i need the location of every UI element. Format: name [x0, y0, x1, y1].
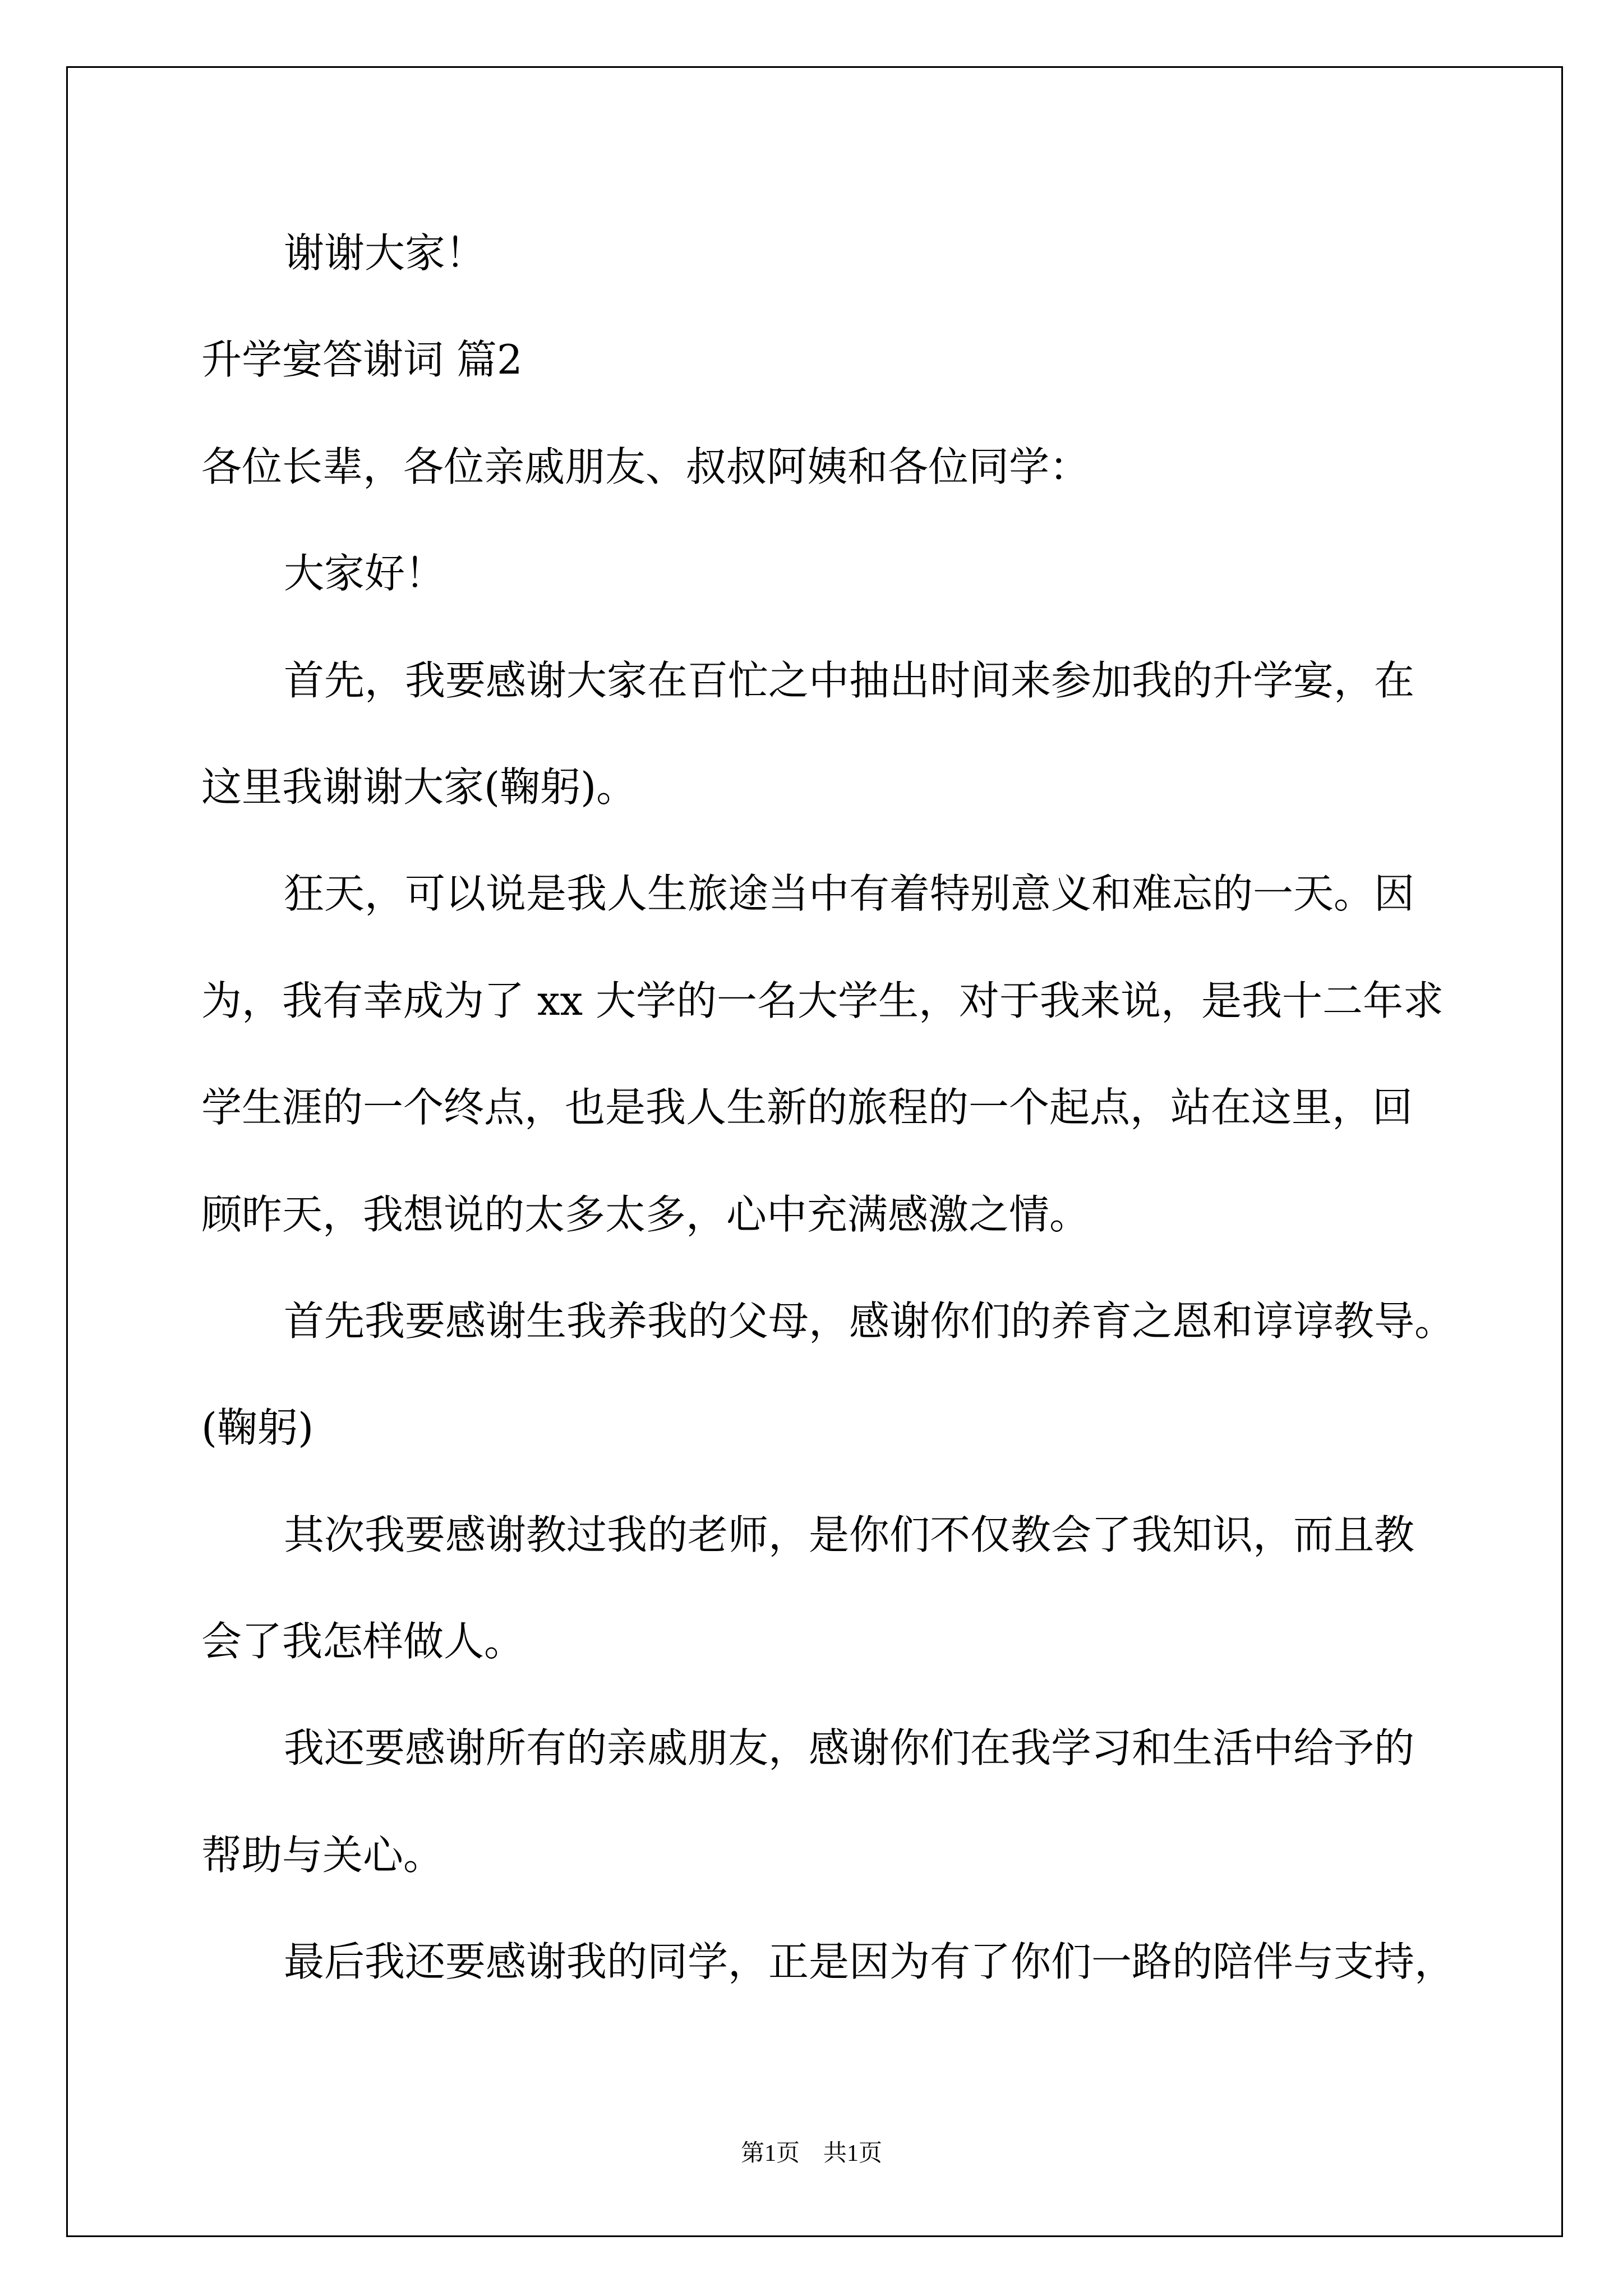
paragraph-line: 我还要感谢所有的亲戚朋友，感谢你们在我学习和生活中给予的: [284, 1724, 1415, 1772]
paragraph-special-day: [201, 840, 1547, 1268]
document-body: [201, 200, 1547, 2016]
salutation: 各位长辈，各位亲戚朋友、叔叔阿姨和各位同学：: [201, 443, 1090, 490]
paragraph-line: 顾昨天，我想说的太多太多，心中充满感激之情。: [201, 1190, 1090, 1238]
page-footer: 第1页 共1页: [740, 2141, 882, 2166]
paragraph-line: 首先我要感谢生我养我的父母，感谢你们的养育之恩和谆谆教导。: [284, 1297, 1455, 1345]
paragraph-thanks-attendance: [201, 627, 1547, 841]
paragraph-thanks-relatives: [201, 1695, 1547, 1908]
paragraph-line: 首先，我要感谢大家在百忙之中抽出时间来参加我的升学宴，在: [284, 656, 1415, 704]
greeting: 大家好！: [284, 550, 446, 597]
paragraph-thanks-parents: [201, 1268, 1547, 1481]
paragraph-line: 帮助与关心。: [201, 1831, 444, 1879]
paragraph-thanks-teachers: [201, 1481, 1547, 1695]
section-title: 升学宴答谢词 篇2: [201, 336, 523, 384]
paragraph-thanks-classmates: [201, 1908, 1547, 2015]
paragraph-line: 最后我还要感谢我的同学，正是因为有了你们一路的陪伴与支持，: [284, 1938, 1455, 1986]
paragraph-line: 其次我要感谢教过我的老师，是你们不仅教会了我知识，而且教: [284, 1511, 1415, 1558]
paragraph-line: 学生涯的一个终点，也是我人生新的旅程的一个起点，站在这里，回: [201, 1084, 1413, 1131]
closing-line: 谢谢大家！: [284, 229, 486, 277]
paragraph-line: 为，我有幸成为了 xx 大学的一名大学生，对于我来说，是我十二年求: [201, 977, 1444, 1024]
paragraph-line: 狂天，可以说是我人生旅途当中有着特别意义和难忘的一天。因: [284, 870, 1415, 918]
paragraph-line: (鞠躬): [201, 1404, 314, 1452]
paragraph-line: 会了我怎样做人。: [201, 1618, 525, 1665]
paragraph-line: 这里我谢谢大家(鞠躬)。: [201, 763, 637, 811]
